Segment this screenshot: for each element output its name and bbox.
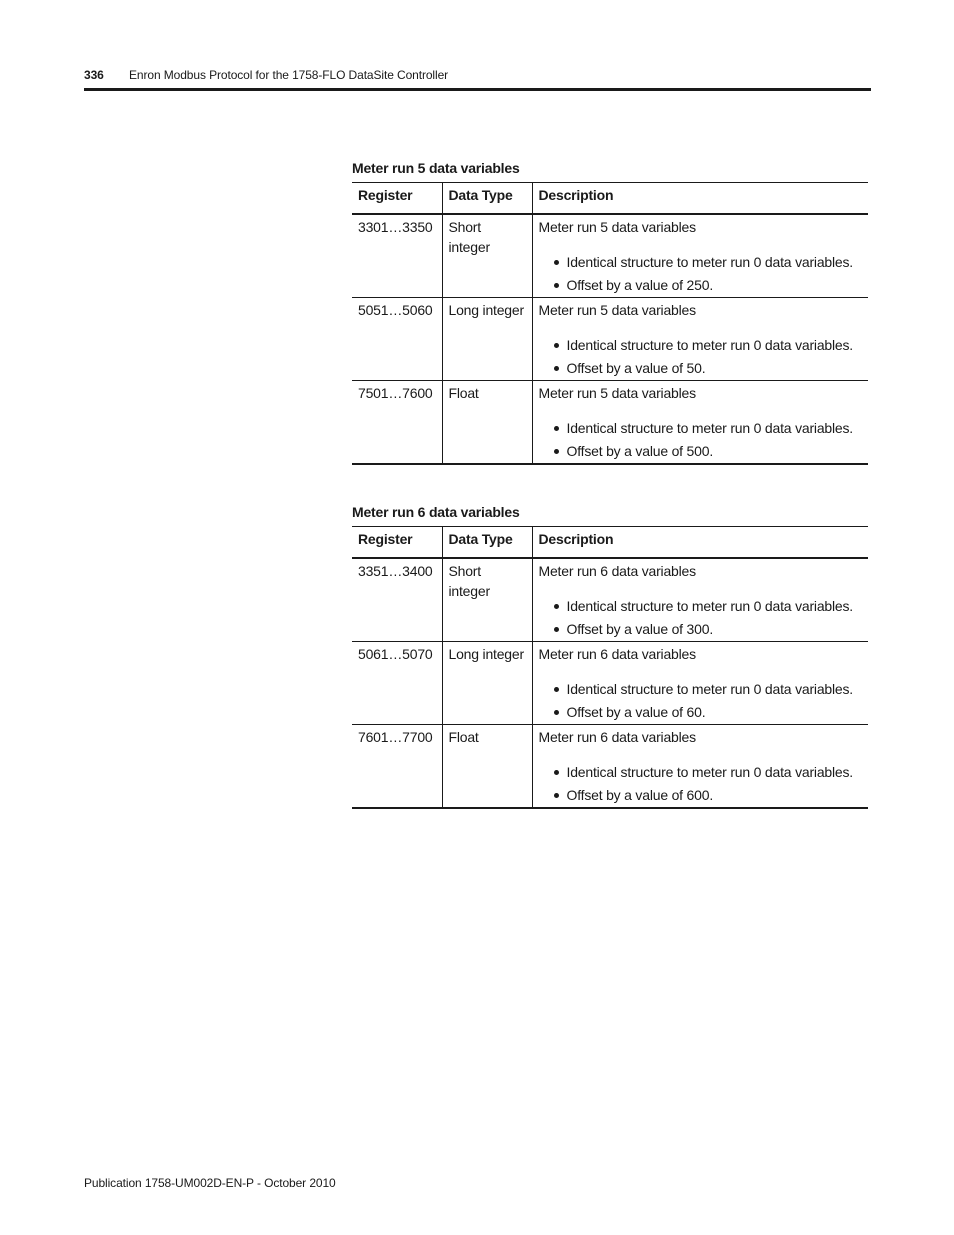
list-item: Offset by a value of 500.	[567, 440, 863, 463]
description-text: Meter run 6 data variables	[538, 646, 696, 662]
list-item: Offset by a value of 300.	[567, 618, 863, 641]
meter-run-5-section	[352, 160, 868, 465]
description-text: Meter run 5 data variables	[538, 302, 696, 318]
column-header-data-type: Data Type	[442, 527, 532, 559]
table-title: Meter run 5 data variables	[352, 160, 520, 176]
table-title: Meter run 6 data variables	[352, 504, 520, 520]
bullet-list	[539, 334, 863, 380]
description-cell	[532, 558, 868, 642]
list-item: Identical structure to meter run 0 data variables.	[567, 417, 863, 440]
description-cell	[532, 725, 868, 809]
description-text: Meter run 5 data variables	[538, 385, 696, 401]
data-type-cell: Short integer	[442, 558, 532, 642]
page-number: 336	[84, 68, 104, 82]
list-item: Identical structure to meter run 0 data variables.	[567, 678, 863, 701]
page-header	[84, 64, 871, 91]
page-footer: Publication 1758-UM002D-EN-P - October 2010	[84, 1176, 336, 1190]
bullet-list	[539, 761, 863, 807]
list-item: Offset by a value of 250.	[567, 274, 863, 297]
column-header-data-type: Data Type	[442, 183, 532, 215]
column-header-description: Description	[532, 527, 868, 559]
list-item: Offset by a value of 60.	[567, 701, 863, 724]
list-item: Offset by a value of 600.	[567, 784, 863, 807]
meter-run-6-section	[352, 504, 868, 809]
register-cell: 3351…3400	[358, 563, 433, 579]
list-item: Offset by a value of 50.	[567, 357, 863, 380]
table-header-row	[352, 183, 868, 215]
table-header-row	[352, 527, 868, 559]
register-cell: 7501…7600	[358, 385, 433, 401]
register-cell: 3301…3350	[358, 219, 433, 235]
list-item: Identical structure to meter run 0 data variables.	[567, 251, 863, 274]
column-header-register: Register	[358, 531, 413, 547]
description-cell	[532, 214, 868, 298]
description-text: Meter run 5 data variables	[538, 219, 696, 235]
bullet-list	[539, 678, 863, 724]
description-cell	[532, 381, 868, 465]
column-header-description: Description	[532, 183, 868, 215]
register-cell: 5061…5070	[358, 646, 433, 662]
list-item: Identical structure to meter run 0 data variables.	[567, 595, 863, 618]
description-cell	[532, 298, 868, 381]
bullet-list	[539, 251, 863, 297]
table-row	[352, 642, 868, 725]
table-row	[352, 298, 868, 381]
table-row	[352, 725, 868, 809]
column-header-register: Register	[358, 187, 413, 203]
register-cell: 5051…5060	[358, 302, 433, 318]
running-title: Enron Modbus Protocol for the 1758-FLO DataSite Controller	[129, 68, 449, 82]
description-cell	[532, 642, 868, 725]
table-row	[352, 381, 868, 465]
bullet-list	[539, 595, 863, 641]
data-type-cell: Long integer	[442, 642, 532, 725]
data-type-cell: Short integer	[442, 214, 532, 298]
register-cell: 7601…7700	[358, 729, 433, 745]
list-item: Identical structure to meter run 0 data variables.	[567, 334, 863, 357]
data-type-cell: Float	[442, 381, 532, 465]
data-type-cell: Long integer	[442, 298, 532, 381]
bullet-list	[539, 417, 863, 463]
table-row	[352, 214, 868, 298]
table-row	[352, 558, 868, 642]
description-text: Meter run 6 data variables	[538, 563, 696, 579]
meter-run-5-table	[352, 182, 868, 465]
list-item: Identical structure to meter run 0 data variables.	[567, 761, 863, 784]
description-text: Meter run 6 data variables	[538, 729, 696, 745]
data-type-cell: Float	[442, 725, 532, 809]
meter-run-6-table	[352, 526, 868, 809]
